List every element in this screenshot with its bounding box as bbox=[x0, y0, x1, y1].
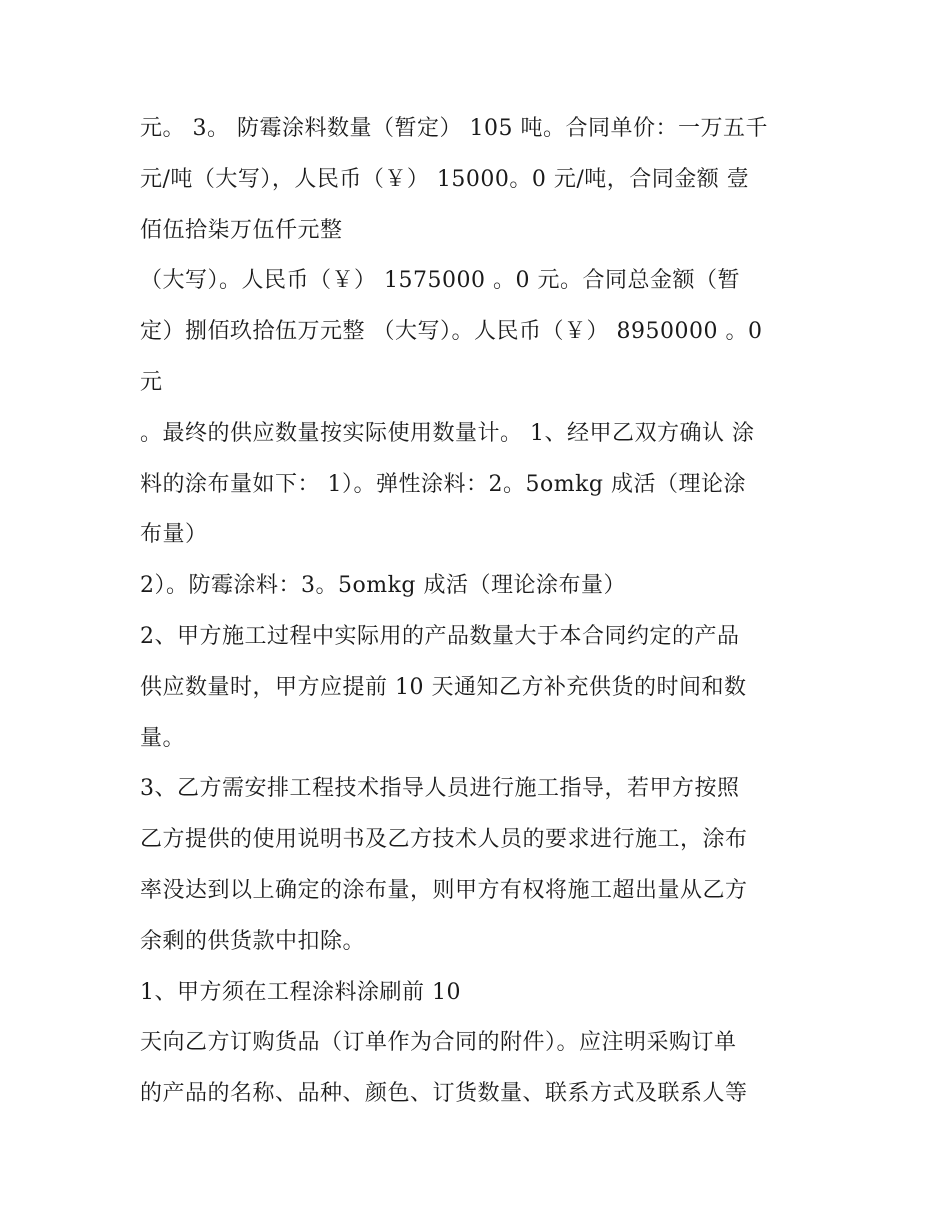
text-line: 量。 bbox=[140, 725, 186, 751]
text-line: 元。 3。 防霉涂料数量（暂定） 105 吨。合同单价：一万五千 bbox=[140, 116, 768, 141]
text-line: 布量） bbox=[140, 522, 208, 548]
text-line: 2、甲方施工过程中实际用的产品数量大于本合同约定的产品 bbox=[140, 623, 740, 649]
text-line: 佰伍拾柒万伍仟元整 bbox=[140, 217, 343, 243]
text-line: 乙方提供的使用说明书及乙方技术人员的要求进行施工，涂布 bbox=[140, 827, 748, 853]
contract-text-body bbox=[140, 104, 820, 1120]
text-line: 。最终的供应数量按实际使用数量计。 1、经甲乙双方确认 涂 bbox=[140, 420, 755, 446]
text-line: 1、甲方须在工程涂料涂刷前 10 bbox=[140, 979, 461, 1005]
text-line: 定）捌佰玖拾伍万元整 （大写）。人民币（￥） 8950000 。0 bbox=[140, 319, 763, 345]
text-line: （大写）。人民币（￥） 1575000 。0 元。合同总金额（暂 bbox=[140, 268, 740, 294]
text-line: 供应数量时，甲方应提前 10 天通知乙方补充供货的时间和数 bbox=[140, 674, 747, 700]
text-line: 的产品的名称、品种、颜色、订货数量、联系方式及联系人等 bbox=[140, 1081, 748, 1107]
text-line: 余剩的供货款中扣除。 bbox=[140, 928, 366, 954]
text-line: 元 bbox=[140, 369, 163, 395]
text-line: 率没达到以上确定的涂布量，则甲方有权将施工超出量从乙方 bbox=[140, 877, 748, 903]
text-line: 天向乙方订购货品（订单作为合同的附件）。应注明采购订单 bbox=[140, 1030, 737, 1056]
text-line: 2）。防霉涂料：3。5omkg 成活（理论涂布量） bbox=[140, 573, 627, 599]
text-line: 料的涂布量如下： 1）。弹性涂料：2。5omkg 成活（理论涂 bbox=[140, 471, 746, 497]
text-line: 3、乙方需安排工程技术指导人员进行施工指导，若甲方按照 bbox=[140, 776, 740, 802]
text-line: 元/吨（大写），人民币（￥） 15000。0 元/吨，合同金额 壹 bbox=[140, 166, 750, 192]
